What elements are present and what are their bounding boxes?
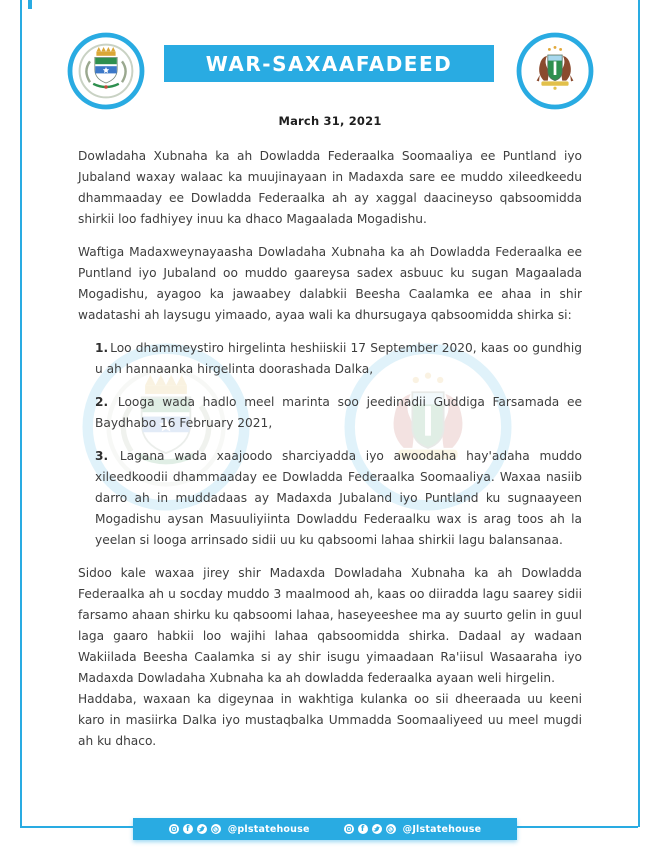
puntland-emblem-logo: [66, 31, 146, 111]
puntland-social-handle: @plstatehouse: [227, 823, 310, 835]
jubaland-social-handle-group: [344, 824, 482, 835]
jubaland-social-handle: @Jlstatehouse: [402, 823, 482, 835]
list-item-3-text: Lagana wada xaajoodo sharciyadda iyo awoodaha hay'adaha muddo xileedkoodii dhammaaday ee Dowladda Federaalka Soomaaliya. Waxaa nasiib darro ah in muddadaas ay Madaxda Jubaland iyo Puntland ku sugnaayeen Mogadishu aysan Masuuliyiinta Dowladdu Federaalku wax is arag toos ah la yeelan si looga arrinsado sidii uu ku qabsoomi lahaa shirkii lagu balansanaa.: [95, 449, 582, 547]
list-item-1: [95, 338, 582, 380]
whatsapp-icon: [386, 824, 396, 834]
paragraph-2: Waftiga Madaxweynayaasha Dowladaha Xubnaha ka ah Dowladda Federaalka ee Puntland iyo Jubaland oo muddo gaareysa sadex asbuuc ku sugan Magaalada Mogadishu, ayagoo ka jawaabey dalabkii Beesha Caalamka ee ahaa in shir wadatashi ah laysugu yimaado, ayaa wali ka dhursugaya qabsoomidda shirka si:: [78, 245, 582, 322]
list-item-2-text: Looga wada hadlo meel marinta soo jeedinadii Guddiga Farsamada ee Baydhabo 16 February 2021,: [95, 395, 583, 430]
facebook-icon: f: [358, 824, 368, 834]
page-border-bottom-left: [20, 826, 133, 828]
facebook-icon: f: [183, 824, 193, 834]
instagram-icon: [169, 824, 179, 834]
document-date: March 31, 2021: [278, 114, 382, 128]
list-item-3: [95, 446, 582, 551]
page-border-bottom-right: [517, 826, 638, 828]
list-item-2-number: 2.: [95, 395, 109, 409]
whatsapp-icon: [211, 824, 221, 834]
press-release-banner: [164, 45, 494, 82]
paragraph-4: Haddaba, waxaan ka digeynaa in wakhtiga kulanka oo sii dheeraada uu keeni karo in masiirka Dalka iyo mustaqbalka Ummadda Soomaaliyeed uu meel mugdi ah ku dhaco.: [78, 692, 582, 748]
twitter-icon: [197, 824, 207, 834]
paragraph-3: Sidoo kale waxaa jirey shir Madaxda Dowladaha Xubnaha ka ah Dowladda Federaalka ah u socday muddo 3 maalmood ah, kaas oo diiradda lagu saarey sidii farsamo ahaan shirku ku qabsoomi lahaa, haseyeeshee ma ay suurto gelin in guul laga gaaro habkii loo wajihi lahaa qabsoomidda shirka. Dadaal ay wadaan Wakiilada Beesha Caalamka si ay shir isugu yimaadaan Ra'iisul Wasaaraha iyo Madaxda Dowladaha Xubnaha ka ah dowladda federaalka ayaan weli hirgelin.: [78, 566, 582, 685]
instagram-icon: [344, 824, 354, 834]
document-body: [78, 146, 582, 752]
list-item-1-number: 1.: [95, 341, 109, 355]
jubaland-emblem-logo: [515, 31, 595, 111]
list-item-3-number: 3.: [95, 449, 109, 463]
list-item-2: [95, 392, 582, 434]
page-border-top-artifact: [28, 0, 32, 9]
puntland-emblem-icon: [66, 31, 146, 111]
jubaland-emblem-icon: [515, 31, 595, 111]
paragraph-1: Dowladaha Xubnaha ka ah Dowladda Federaalka Soomaaliya ee Puntland iyo Jubaland waxay walaac ka muujinayaan in Madaxda sare ee muddo xileedkeedu dhammaaday ee Dowladda Federaalka ah ay xaggal daacineyso qabsoomidda shirkii loo fadhiyey inuu ka dhaco Magaalada Mogadishu.: [78, 149, 582, 226]
footer-social-bar: [133, 818, 517, 840]
twitter-icon: [372, 824, 382, 834]
banner-title: WAR-SAXAAFADEED: [205, 51, 453, 76]
puntland-social-handle-group: [169, 824, 310, 835]
list-item-1-text: Loo dhammeystiro hirgelinta heshiiskii 17 September 2020, kaas oo gundhig u ah hannaanka hirgelinta doorashada Dalka,: [95, 341, 582, 376]
